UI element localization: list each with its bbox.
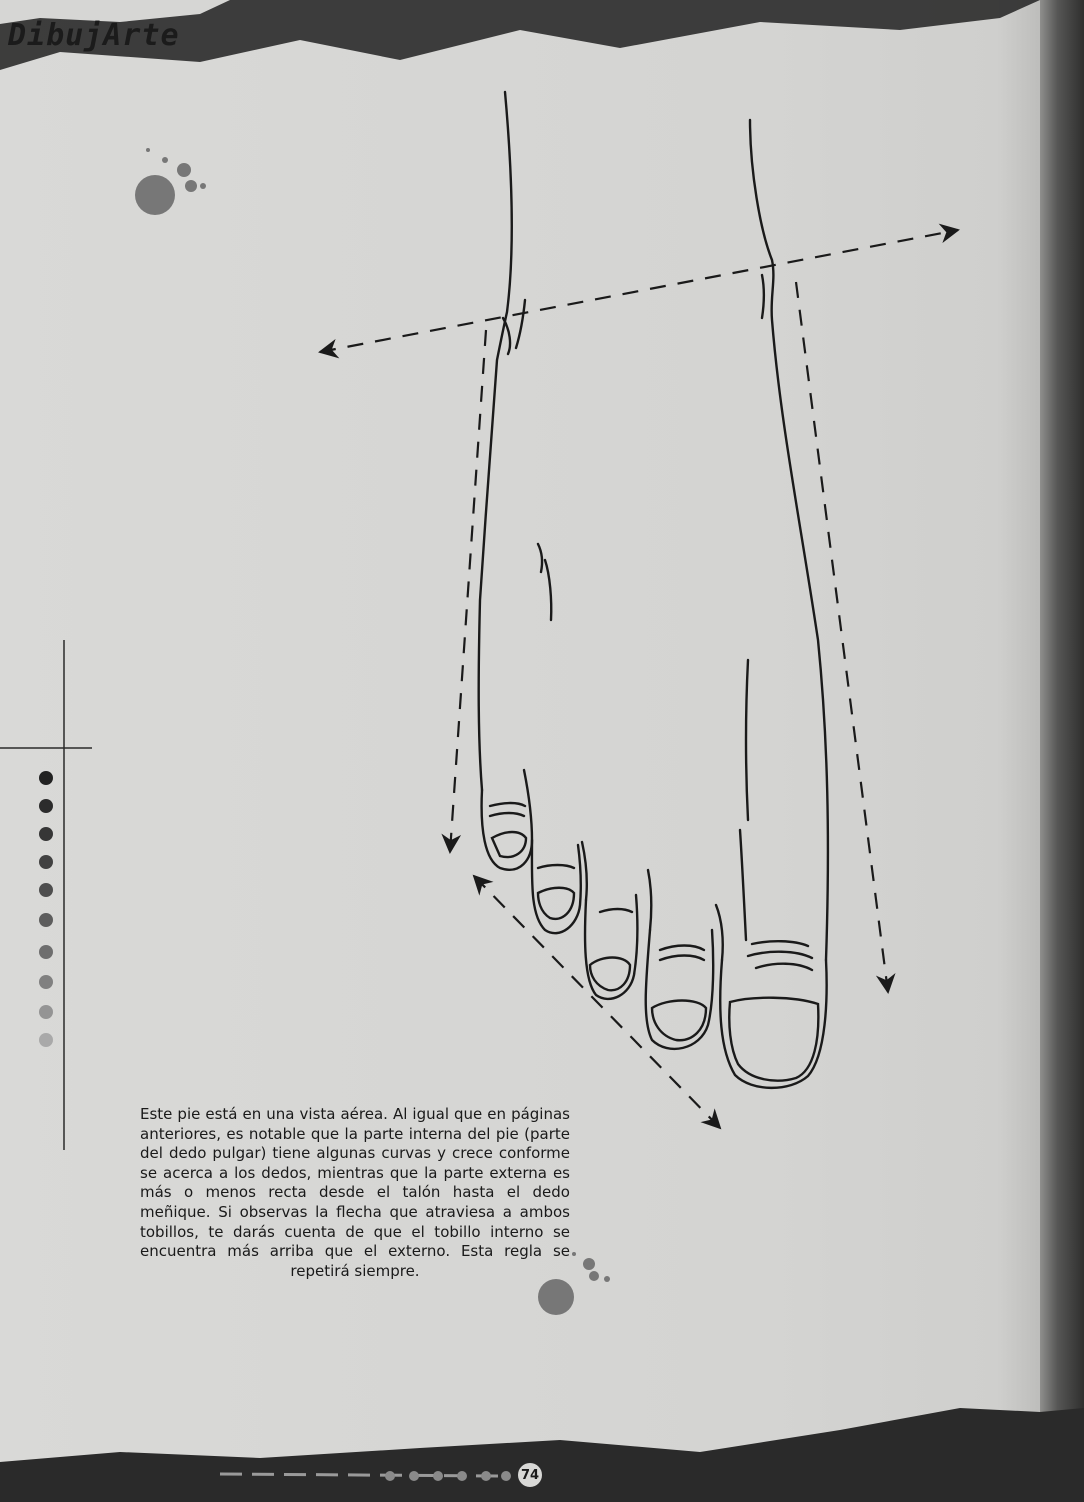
page-number: 74 [516, 1461, 544, 1489]
ankle-axis-arrow [320, 230, 958, 352]
ink-splatter-top [135, 148, 206, 215]
outer-edge-arrow [796, 282, 888, 992]
caption-text: Este pie está en una vista aérea. Al igual que en páginas anteriores, es notable que la parte interna del pie (parte del dedo pulgar) tiene algunas curvas y crece conforme se acerca a los dedos, mientras que la parte externa es más o menos recta desde el talón hasta el dedo meñique. Si observas la flecha que atraviesa a ambos tobillos, te darás cuenta de que el tobillo interno se encuentra más arriba que el externo. Esta regla se repetirá siempre. [140, 1105, 570, 1280]
foot-outline [479, 92, 828, 1088]
margin-dots [39, 771, 53, 1047]
magazine-logo: DibujArte [8, 18, 180, 53]
toe-slope-arrow [474, 876, 720, 1128]
guide-arrows [320, 230, 958, 1128]
bottom-brush-banner [0, 1408, 1084, 1502]
